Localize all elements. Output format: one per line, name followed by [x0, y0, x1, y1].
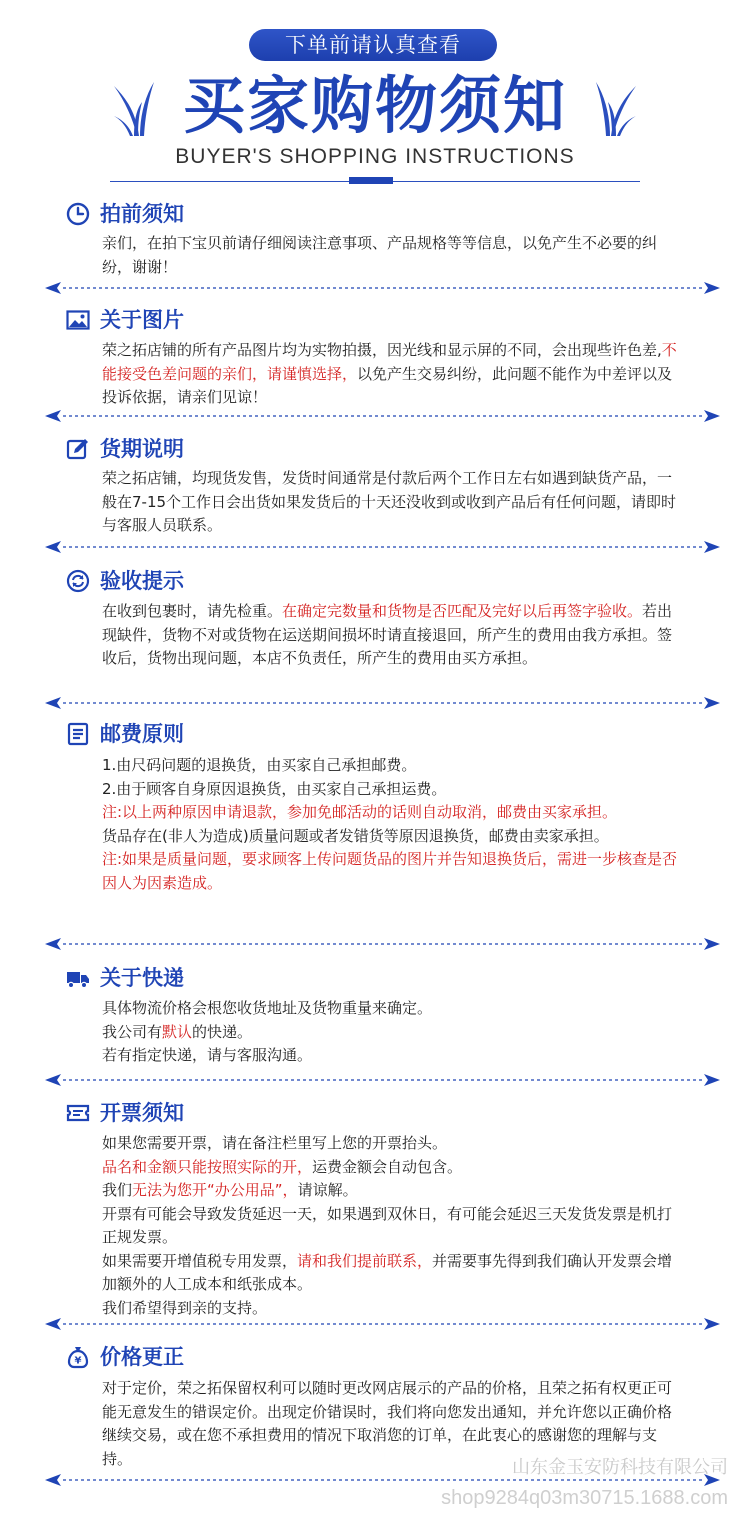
section-paragraph	[102, 1297, 682, 1321]
body-text: 并需要事先得到我们确认开发票会增加额外的人工成本和纸张成本。	[102, 1251, 673, 1293]
body-text: 对于定价，荣之拓保留权利可以随时更改网店展示的产品的价格，且荣之拓有权更正可能无意发生的错误定价。出现定价错误时，我们将向您发出通知，并允许您以正确价格继续交易，或在您不承担费用的情况下取消您的订单，在此衷心的感谢您的理解与支持。	[102, 1379, 673, 1468]
body-text: 若有指定快递，请与客服沟通。	[102, 1046, 313, 1064]
dashed-arrow-divider	[45, 697, 720, 709]
header-pill: 下单前请认真查看	[249, 29, 497, 61]
body-text: 货品存在(非人为造成)质量问题或者发错货等原因退换货，邮费由卖家承担。	[102, 826, 609, 845]
highlight-text: 注:以上两种原因申请退款，参加免邮活动的话则自动取消，邮费由买家承担。	[102, 803, 618, 821]
dashed-arrow-divider	[45, 541, 720, 553]
body-text: 我们希望得到亲的支持。	[102, 1298, 268, 1317]
highlight-text: 在确定完数量和货物是否匹配及完好以后再签字验收。	[282, 602, 643, 620]
body-text: 我公司有	[102, 1022, 163, 1041]
dashed-arrow-divider	[45, 1318, 720, 1330]
section-title: 关于快递	[100, 966, 184, 990]
section-title: 开票须知	[100, 1101, 184, 1125]
body-text: 我们	[102, 1181, 133, 1199]
body-text: 具体物流价格会根您收货地址及货物重量来确定。	[102, 999, 433, 1017]
section-body	[102, 754, 682, 895]
highlight-text: 品名和金额只能按照实际的开，	[102, 1157, 313, 1176]
section-paragraph	[102, 232, 682, 279]
body-text: 开票有可能会导致发货延迟一天，如果遇到双休日，有可能会延迟三天发货发票是机打正规发票。	[102, 1204, 673, 1246]
section-paragraph	[102, 600, 682, 671]
section-paragraph	[102, 1156, 682, 1180]
svg-text:¥: ¥	[74, 1355, 82, 1367]
section-body	[102, 600, 682, 671]
section-paragraph	[102, 754, 682, 778]
highlight-text: 不能接受色差问题的亲们，请谨慎选择，	[102, 341, 677, 383]
dashed-arrow-divider	[45, 410, 720, 422]
highlight-text: 请和我们提前联系，	[297, 1251, 433, 1270]
section-paragraph	[102, 1021, 682, 1045]
page-subtitle: BUYER'S SHOPPING INSTRUCTIONS	[175, 145, 575, 168]
company-watermark: 山东金玉安防科技有限公司	[512, 1457, 728, 1478]
body-text: 1.由尺码问题的退换货，由买家自己承担邮费。	[102, 756, 417, 774]
truck-icon	[66, 966, 90, 990]
picture-icon	[66, 308, 90, 332]
body-text: 荣之拓店铺的所有产品图片均为实物拍摄，因光线和显示屏的不同，会出现些许色差,	[102, 341, 662, 359]
body-text: 荣之拓店铺，均现货发售，发货时间通常是付款后两个工作日左右如遇到缺货产品，一般在7-15个工作日会出货如果发货后的十天还没收到或收到产品后有任何问题，请即时与客服人员联系。	[102, 469, 677, 534]
section-paragraph	[102, 1179, 682, 1203]
section-paragraph	[102, 467, 682, 538]
section-title: 货期说明	[100, 437, 184, 461]
body-text: 若出现缺件，货物不对或货物在运送期间损坏时请直接退回，所产生的费用由我方承担。签收后，货物出现问题，本店不负责任，所产生的费用由买方承担。	[102, 602, 673, 667]
section-body	[102, 232, 682, 279]
highlight-text: 注:如果是质量问题，要求顾客上传问题货品的图片并告知退换货后，需进一步核查是否因人为因素造成。	[102, 850, 678, 892]
section-title: 拍前须知	[100, 202, 184, 226]
body-text: 以免产生交易纠纷，此问题不能作为中差评以及投诉依据，请亲们见谅！	[102, 364, 673, 406]
body-text: 亲们，在拍下宝贝前请仔细阅读注意事项、产品规格等等信息，以免产生不必要的纠纷，谢谢！	[102, 234, 658, 276]
section-paragraph	[102, 848, 682, 895]
section-body	[102, 339, 682, 410]
body-text: 在收到包裹时，请先检重。	[102, 602, 283, 620]
section-title: 价格更正	[100, 1345, 184, 1369]
section-paragraph	[102, 801, 682, 825]
document-icon	[66, 722, 90, 746]
section-paragraph	[102, 1250, 682, 1297]
section-paragraph	[102, 997, 682, 1021]
section-title: 邮费原则	[100, 722, 184, 746]
title-accent-bar	[349, 177, 393, 184]
money-bag-icon	[66, 1345, 90, 1369]
section-paragraph	[102, 1044, 682, 1068]
section-paragraph	[102, 825, 682, 849]
section-title: 关于图片	[100, 308, 184, 332]
clock-icon	[66, 202, 90, 226]
section-body	[102, 997, 682, 1068]
body-text: 的快递。	[192, 1022, 253, 1041]
body-text: 请谅解。	[297, 1181, 358, 1199]
section-title: 验收提示	[100, 569, 184, 593]
section-paragraph	[102, 778, 682, 802]
page-title: 买家购物须知	[182, 69, 567, 142]
refresh-icon	[66, 569, 90, 593]
body-text: 如果需要开增值税专用发票，	[102, 1251, 298, 1270]
body-text: 2.由于顾客自身原因退换货，由买家自己承担运费。	[102, 779, 447, 798]
dashed-arrow-divider	[45, 282, 720, 294]
body-text: 如果您需要开票，请在备注栏里写上您的开票抬头。	[102, 1134, 448, 1152]
dashed-arrow-divider	[45, 1074, 720, 1086]
section-paragraph	[102, 1132, 682, 1156]
highlight-text: 无法为您开“办公用品”，	[132, 1181, 298, 1199]
body-text: 运费金额会自动包含。	[312, 1157, 463, 1176]
highlight-text: 默认	[162, 1022, 193, 1041]
edit-icon	[66, 437, 90, 461]
section-body	[102, 467, 682, 538]
section-paragraph	[102, 1203, 682, 1250]
section-paragraph	[102, 339, 682, 410]
section-body	[102, 1132, 682, 1320]
url-watermark: shop9284q03m30715.1688.com	[441, 1487, 728, 1509]
dashed-arrow-divider	[45, 938, 720, 950]
ticket-icon	[66, 1101, 90, 1125]
